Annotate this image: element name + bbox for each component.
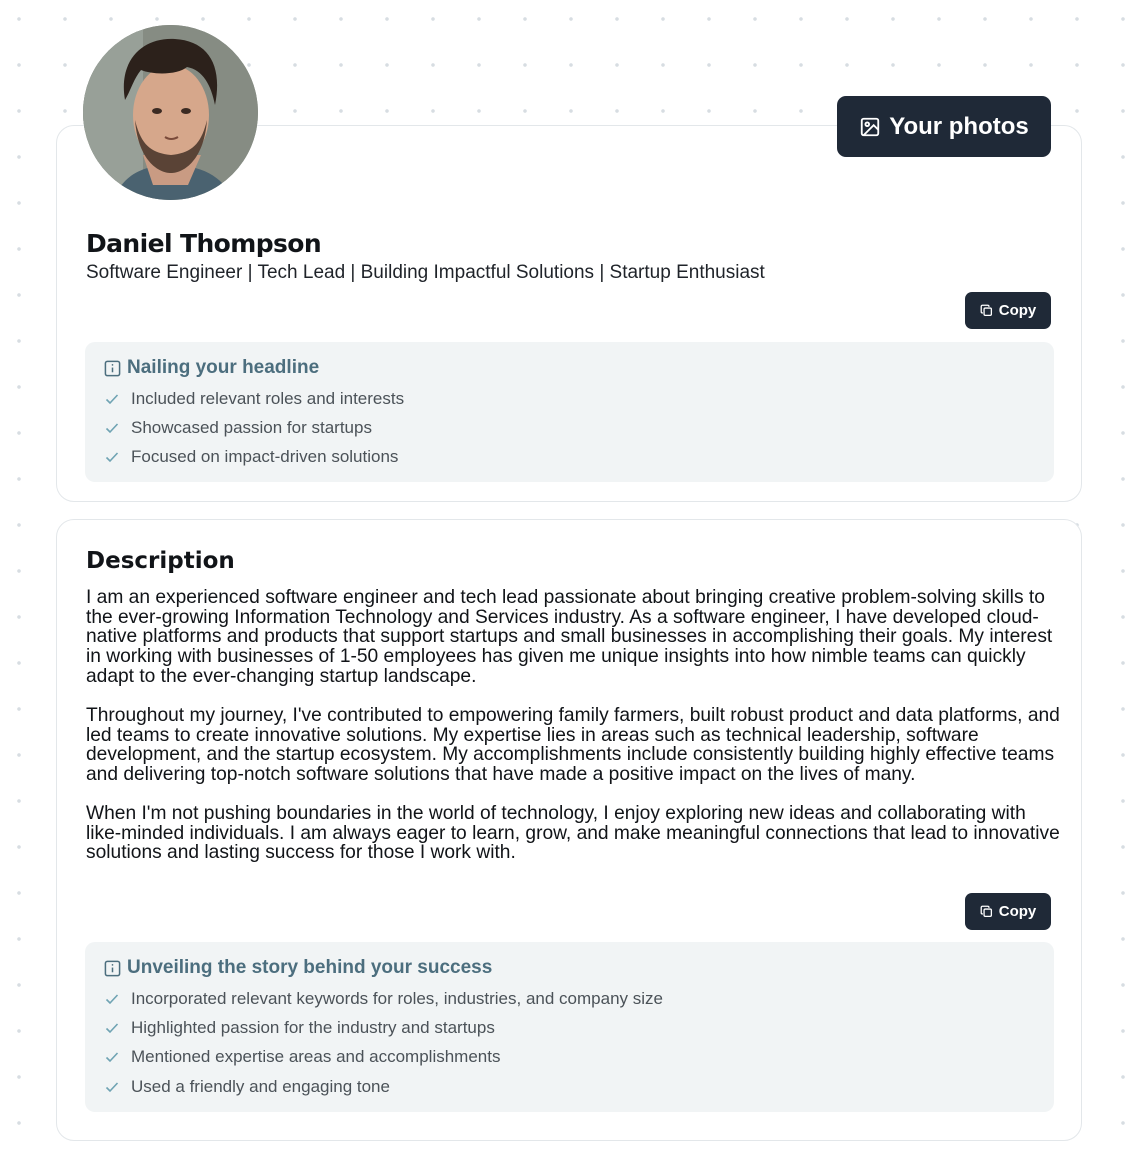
description-text: [86, 588, 1061, 882]
check-icon: [104, 1079, 120, 1095]
check-icon: [104, 449, 120, 465]
tip-text: Highlighted passion for the industry and startups: [131, 1017, 495, 1037]
tips-list: [104, 384, 1054, 472]
info-icon: [104, 360, 121, 377]
profile-name: Daniel Thompson: [86, 229, 322, 258]
tips-title: [104, 356, 1054, 380]
tip-text: Showcased passion for startups: [131, 417, 372, 437]
profile-photo-icon: [83, 25, 258, 200]
list-item: [104, 1013, 1054, 1042]
description-paragraph: When I'm not pushing boundaries in the world of technology, I enjoy exploring new ideas and collaborating with like-minded individuals. I am always eager to learn, grow, and make meaningful connections that lead to innovative solutions and lasting success for those I work with.: [86, 802, 1060, 864]
description-heading: Description: [86, 548, 235, 574]
check-icon: [104, 391, 120, 407]
info-icon: [104, 960, 121, 977]
headline-tips-panel: [85, 342, 1054, 482]
copy-icon: [980, 905, 993, 918]
copy-description-button[interactable]: [965, 893, 1051, 930]
description-paragraph: Throughout my journey, I've contributed to empowering family farmers, built robust product and data platforms, and led teams to create innovative solutions. My expertise lies in areas such as technical leadership, software development, and the startup ecosystem. My accomplishments include consistently building highly effective teams and delivering top-notch software solutions that have made a positive impact on the lives of many.: [86, 704, 1060, 785]
list-item: [104, 443, 1054, 472]
image-icon: [859, 116, 881, 138]
list-item: [104, 1043, 1054, 1072]
list-item: [104, 984, 1054, 1013]
tips-title: [104, 956, 1054, 980]
tips-title-text: Nailing your headline: [127, 357, 320, 378]
check-icon: [104, 991, 120, 1007]
list-item: [104, 1072, 1054, 1101]
check-icon: [104, 420, 120, 436]
tips-title-text: Unveiling the story behind your success: [127, 957, 493, 978]
tips-list: [104, 984, 1054, 1101]
profile-headline: Software Engineer | Tech Lead | Building Impactful Solutions | Startup Enthusiast: [86, 262, 765, 283]
check-icon: [104, 1049, 120, 1065]
list-item: [104, 413, 1054, 442]
tip-text: Used a friendly and engaging tone: [131, 1076, 390, 1096]
tip-text: Mentioned expertise areas and accomplishments: [131, 1047, 501, 1067]
check-icon: [104, 1020, 120, 1036]
tip-text: Focused on impact-driven solutions: [131, 447, 399, 467]
tip-text: Incorporated relevant keywords for roles, industries, and company size: [131, 988, 663, 1008]
description-tips-panel: [85, 942, 1054, 1112]
copy-headline-button[interactable]: [965, 292, 1051, 329]
tip-text: Included relevant roles and interests: [131, 388, 405, 408]
copy-icon: [980, 304, 993, 317]
copy-label: Copy: [998, 302, 1037, 319]
copy-label: Copy: [998, 903, 1037, 920]
description-paragraph: I am an experienced software engineer and tech lead passionate about bringing creative problem-solving skills to the ever-growing Information Technology and Services industry. As a software engineer, I have developed cloud-native platforms and products that support startups and small businesses in accomplishing their goals. My interest in working with businesses of 1-50 employees has given me unique insights into how nimble teams can quickly adapt to the ever-changing startup landscape.: [86, 587, 1053, 687]
your-photos-button[interactable]: [837, 96, 1051, 157]
profile-avatar: [83, 25, 258, 200]
your-photos-label: Your photos: [889, 112, 1029, 140]
list-item: [104, 384, 1054, 413]
description-card: [56, 519, 1082, 1141]
